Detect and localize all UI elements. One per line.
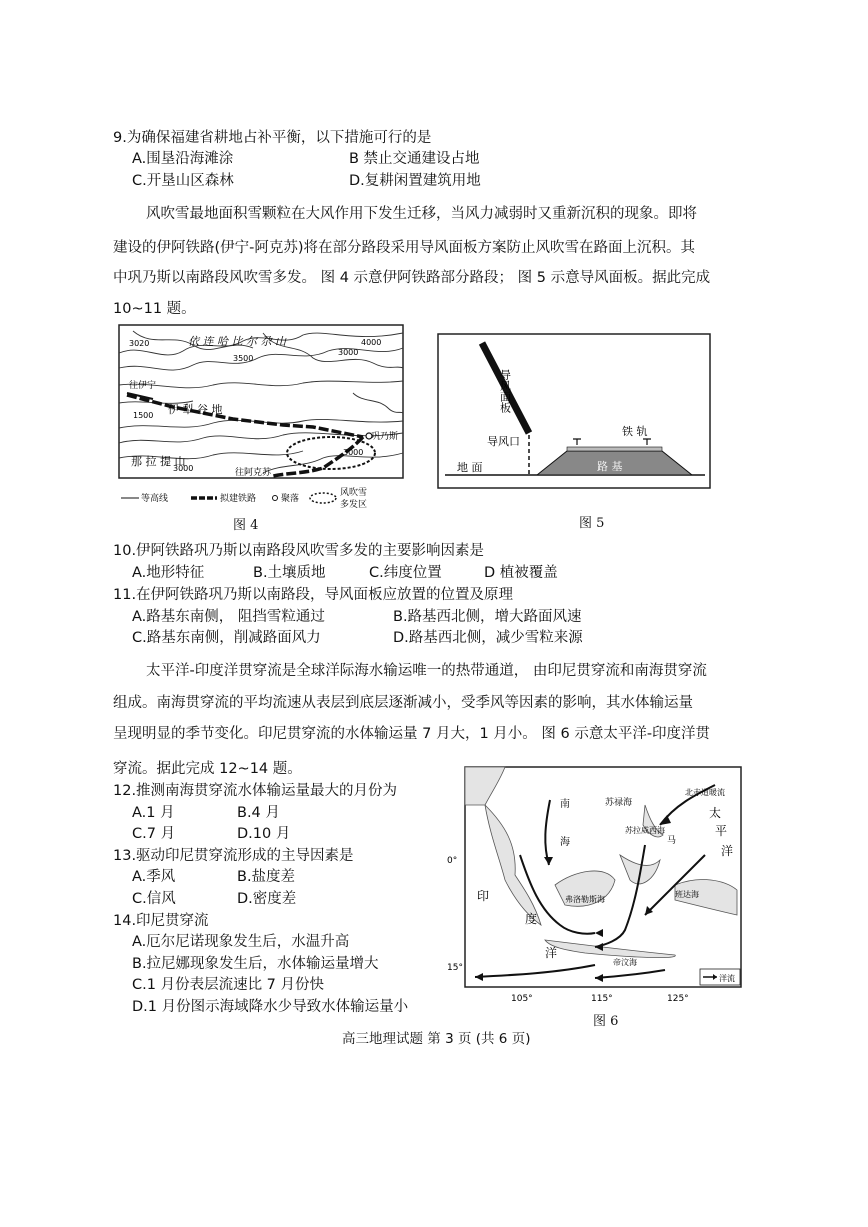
fig6-label: 平 — [715, 824, 728, 838]
q12-option-b: B.4 月 — [237, 805, 280, 821]
q11-option-a: A.路基东南侧， 阻挡雪粒通过 — [132, 609, 325, 625]
fig4-legend-snow: 风吹雪 — [340, 488, 368, 498]
fig6-label: 洋 — [721, 844, 734, 858]
q14-option-c: C.1 月份表层流速比 7 月份快 — [132, 977, 325, 993]
fig6-label: 班达海 — [675, 890, 699, 899]
fig6-label: 印 — [477, 889, 490, 903]
fig5-label-roadbed: 路 基 — [597, 460, 623, 473]
q11-option-d: D.路基西北侧，减少雪粒来源 — [393, 630, 583, 646]
q13-option-b: B.盐度差 — [237, 869, 296, 885]
fig4-label: 往阿克苏 — [235, 468, 272, 478]
q9-option-b: B 禁止交通建设占地 — [349, 151, 480, 167]
passage1-line: 风吹雪最地面积雪颗粒在大风作用下发生迁移，当风力减弱时又重新沉积的现象。即将 — [146, 206, 697, 222]
passage2-line: 穿流。据此完成 12~14 题。 — [113, 761, 302, 777]
q14-option-b: B.拉尼娜现象发生后，水体输运量增大 — [132, 956, 379, 972]
q12-stem: 12.推测南海贯穿流水体输运量最大的月份为 — [113, 783, 398, 799]
fig4-label: 那 拉 提 山 — [131, 455, 186, 468]
q11-option-c: C.路基东南侧，削减路面风力 — [132, 630, 321, 646]
fig4-label: 3020 — [129, 339, 150, 348]
q10-option-a: A.地形特征 — [132, 565, 205, 581]
fig4-label: 3000 — [343, 448, 364, 457]
fig4-legend-contour: 等高线 — [141, 494, 169, 504]
figure-5-caption: 图 5 — [579, 516, 605, 531]
fig4-label: 3000 — [173, 464, 194, 473]
fig4-label: 3000 — [338, 348, 359, 357]
fig4-legend-snow: 多发区 — [340, 500, 368, 510]
fig6-label: 海 — [560, 837, 570, 848]
q12-option-d: D.10 月 — [237, 826, 291, 842]
figure-4 — [113, 323, 409, 513]
fig4-legend-railway: 拟建铁路 — [220, 494, 257, 504]
passage1-line: 中巩乃斯以南路段风吹雪多发。 图 4 示意伊阿铁路部分路段； 图 5 示意导风面板。据此完成 — [113, 270, 711, 286]
q12-option-a: A.1 月 — [132, 805, 175, 821]
fig6-lat-label: 0° — [447, 856, 458, 866]
figure-6-map — [445, 765, 745, 1005]
fig5-label-gap: 导风口 — [487, 435, 520, 448]
fig6-label: 弗洛勒斯海 — [565, 895, 605, 904]
fig6-label: 帝汶海 — [613, 958, 637, 967]
passage2-line: 呈现明显的季节变化。印尼贯穿流的水体输运量 7 月大，1 月小。 图 6 示意太平洋-印度洋贯 — [113, 726, 711, 742]
fig4-legend-settlement: 聚落 — [281, 494, 300, 504]
q10-option-d: D 植被覆盖 — [484, 565, 558, 581]
q9-option-c: C.开垦山区森林 — [132, 173, 234, 189]
fig6-label: 马 — [667, 836, 677, 846]
fig6-lon-label: 115° — [591, 994, 613, 1004]
q10-stem: 10.伊阿铁路巩乃斯以南路段风吹雪多发的主要影响因素是 — [113, 543, 485, 559]
fig5-label-rail: 铁 轨 — [622, 425, 648, 438]
figure-4-caption: 图 4 — [233, 518, 259, 533]
fig4-label: 1500 — [133, 411, 154, 420]
fig5-label-ground: 地 面 — [457, 461, 483, 474]
fig6-legend: 洋流 — [719, 974, 735, 983]
figure-6 — [445, 765, 745, 1005]
q13-stem: 13.驱动印尼贯穿流形成的主导因素是 — [113, 848, 354, 864]
fig4-label: 3500 — [233, 354, 254, 363]
q13-option-c: C.信风 — [132, 891, 176, 907]
figure-5 — [437, 333, 711, 491]
fig6-label: 南 — [560, 799, 570, 810]
fig4-label: 巩乃斯 — [371, 432, 399, 442]
fig4-label: 伊 犁 谷 地 — [168, 403, 223, 416]
fig6-label: 苏拉威西海 — [625, 826, 665, 835]
figure-5-diagram — [437, 333, 711, 491]
figure-4-map — [113, 323, 409, 513]
fig6-label: 度 — [525, 912, 538, 926]
fig6-label: 洋 — [545, 946, 558, 960]
fig5-label-panel: 导风面板 — [498, 369, 512, 413]
q14-option-d: D.1 月份图示海域降水少导致水体输运量小 — [132, 999, 409, 1015]
fig4-label: 4000 — [361, 338, 382, 347]
fig6-label: 太 — [709, 806, 722, 820]
figure-6-caption: 图 6 — [593, 1014, 619, 1029]
passage1-line: 10~11 题。 — [113, 301, 196, 317]
page-footer: 高三地理试题 第 3 页 (共 6 页) — [342, 1031, 531, 1047]
fig6-label: 北赤道暖流 — [685, 788, 725, 797]
q10-option-b: B.土壤质地 — [253, 565, 326, 581]
q14-stem: 14.印尼贯穿流 — [113, 913, 209, 929]
q13-option-a: A.季风 — [132, 869, 176, 885]
q10-option-c: C.纬度位置 — [369, 565, 442, 581]
passage2-line: 太平洋-印度洋贯穿流是全球洋际海水输运唯一的热带通道， 由印尼贯穿流和南海贯穿流 — [146, 663, 707, 679]
passage2-line: 组成。南海贯穿流的平均流速从表层到底层逐渐减小，受季风等因素的影响，其水体输运量 — [113, 695, 693, 711]
fig6-label: 苏禄海 — [605, 798, 633, 808]
fig6-lon-label: 125° — [667, 994, 689, 1004]
q11-option-b: B.路基西北侧，增大路面风速 — [393, 609, 582, 625]
q13-option-d: D.密度差 — [237, 891, 297, 907]
fig4-label: 往伊宁 — [129, 381, 157, 391]
q14-option-a: A.厄尔尼诺现象发生后，水温升高 — [132, 934, 350, 950]
q9-option-a: A.围垦沿海滩涂 — [132, 151, 234, 167]
q9-option-d: D.复耕闲置建筑用地 — [349, 173, 481, 189]
q12-option-c: C.7 月 — [132, 826, 176, 842]
q11-stem: 11.在伊阿铁路巩乃斯以南路段，导风面板应放置的位置及原理 — [113, 587, 514, 603]
fig4-label: 依 连 哈 比 尔 尕 山 — [188, 335, 286, 348]
fig6-lat-label: 15° — [447, 963, 463, 973]
q9-stem: 9.为确保福建省耕地占补平衡，以下措施可行的是 — [113, 130, 432, 146]
passage1-line: 建设的伊阿铁路(伊宁-阿克苏)将在部分路段采用导风面板方案防止风吹雪在路面上沉积。其 — [113, 240, 696, 256]
fig6-lon-label: 105° — [511, 994, 533, 1004]
